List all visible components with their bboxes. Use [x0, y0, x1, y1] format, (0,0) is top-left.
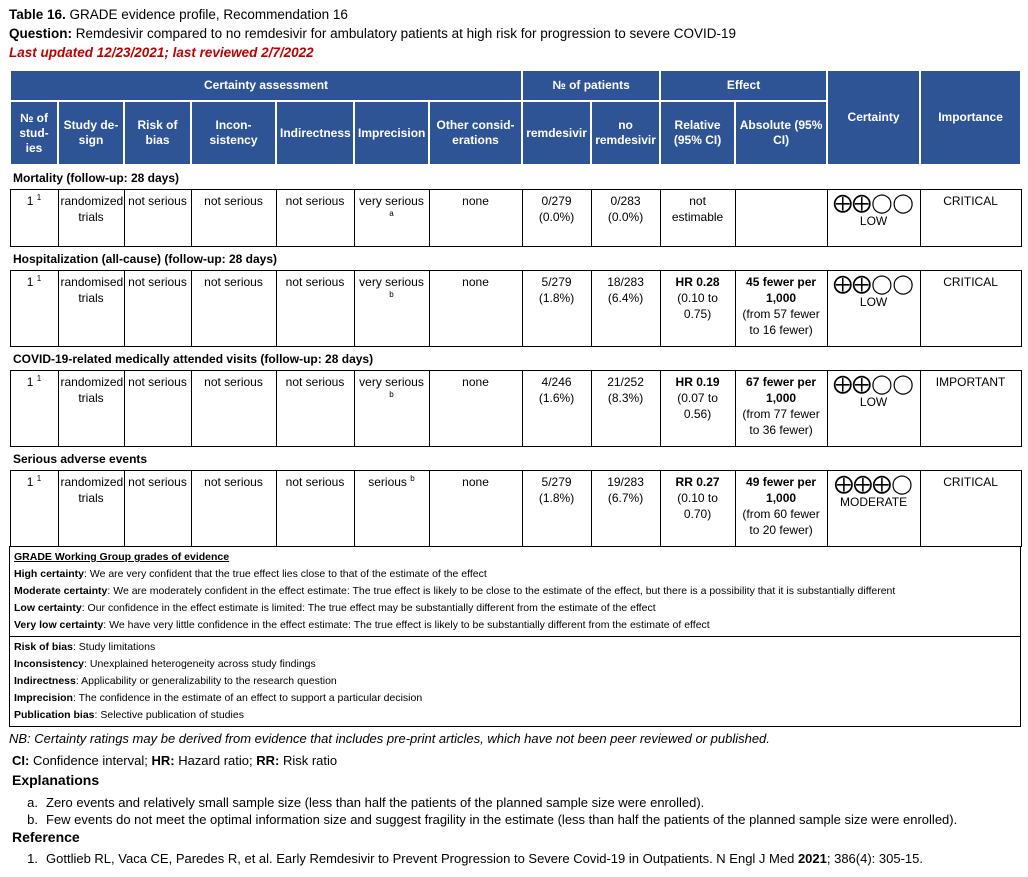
domain-text: Study limitations [78, 641, 156, 653]
outcomes-body [10, 165, 1021, 547]
certainty-label: LOW [859, 214, 888, 228]
explanation-text: Zero events and relatively small sample size (less than half the patients of the planned sample size were enrolled). [46, 795, 705, 810]
header-num-patients: № of patients [522, 70, 660, 101]
explanation-superscript: a [389, 209, 394, 218]
control-events: 19/283 [607, 475, 644, 489]
control-percent: (0.0%) [607, 210, 644, 224]
cell-relative [660, 371, 735, 447]
cell-importance: CRITICAL [920, 190, 1021, 247]
table-row [10, 190, 1021, 247]
imprecision-value: serious [368, 475, 407, 489]
domain-text: The confidence in the estimate of an effect to support a particular decision [78, 692, 423, 704]
cell-indirectness: not serious [276, 271, 354, 347]
header-certainty-assessment: Certainty assessment [10, 70, 522, 101]
explanation-text: Few events do not meet the optimal information size and suggest fragility in the estimate (less than half the patients of the planned sample size were enrolled). [46, 812, 958, 827]
domain-term: Indirectness [14, 675, 76, 687]
cell-risk-of-bias: not serious [124, 271, 191, 347]
col-num-studies: № of stud-ies [10, 101, 58, 165]
table-caption [9, 5, 736, 24]
reference-superscript: 1 [36, 193, 42, 202]
cell-study-design: randomized trials [58, 371, 124, 447]
table-row [10, 271, 1021, 347]
question-text: Remdesivir compared to no remdesivir for ambulatory patients at high risk for progression to severe COVID-19 [75, 26, 737, 41]
relative-ci: (0.10 to 0.75) [677, 291, 718, 321]
cell-other-considerations: none [429, 271, 522, 347]
table-row [10, 371, 1021, 447]
outcome-title: COVID-19-related medically attended visits (follow-up: 28 days) [13, 352, 374, 366]
cell-inconsistency: not serious [191, 190, 276, 247]
cell-certainty [827, 371, 920, 447]
domain-definition: Indirectness: Applicability or generalizability to the research question [14, 675, 337, 687]
remdesivir-percent: (1.8%) [538, 291, 575, 305]
certainty-label: LOW [859, 295, 888, 309]
domain-term: Publication bias [14, 709, 95, 721]
cell-remdesivir [522, 471, 591, 547]
absolute-effect: 67 fewer per 1,000 [746, 375, 817, 405]
domain-definition: Inconsistency: Unexplained heterogeneity across study findings [14, 658, 316, 670]
domain-definitions [10, 636, 1020, 726]
relative-effect: HR 0.28 [675, 275, 720, 289]
grade-term: Low certainty [14, 602, 82, 614]
cell-study-design: randomized trials [58, 190, 124, 247]
control-events: 18/283 [607, 275, 644, 289]
remdesivir-events: 4/246 [541, 375, 572, 389]
cell-certainty [827, 271, 920, 347]
question-label: Question: [9, 26, 72, 41]
explanation-item [12, 811, 957, 828]
cell-num-studies [10, 471, 58, 547]
outcome-title: Mortality (follow-up: 28 days) [13, 171, 180, 185]
evidence-profile-table [9, 69, 1022, 547]
question [9, 24, 736, 43]
col-indirectness: Indirectness [276, 101, 354, 165]
grade-text: We are moderately confident in the effect estimate: The true effect is likely to be close to the estimate of the effect, but there is a possibility that it is substantially different [113, 585, 896, 597]
grades-heading: GRADE Working Group grades of evidence [14, 551, 230, 563]
cell-absolute [735, 190, 827, 247]
abbrev-text: Hazard ratio; [174, 753, 257, 768]
absolute-ci: (from 57 fewer to 16 fewer) [742, 307, 820, 337]
cell-no-remdesivir [591, 471, 660, 547]
absolute-effect: 49 fewer per 1,000 [746, 475, 817, 505]
absolute-ci: (from 60 fewer to 20 fewer) [742, 507, 820, 537]
outcome-header-row [10, 347, 1021, 371]
relative-effect: not estimable [671, 194, 724, 224]
cell-remdesivir [522, 271, 591, 347]
grade-term: Very low certainty [14, 619, 104, 631]
cell-indirectness: not serious [276, 371, 354, 447]
cell-importance: IMPORTANT [920, 371, 1021, 447]
cell-imprecision [354, 271, 429, 347]
num-studies: 1 [26, 475, 34, 489]
header-certainty: Certainty [827, 70, 920, 165]
num-studies: 1 [26, 375, 34, 389]
outcome-title: Serious adverse events [13, 452, 148, 466]
absolute-effect: 45 fewer per 1,000 [746, 275, 817, 305]
cell-indirectness: not serious [276, 471, 354, 547]
cell-absolute [735, 471, 827, 547]
explanation-item [12, 794, 957, 811]
cell-certainty [827, 190, 920, 247]
certainty-rating-icon: ⨁⨁⨁◯ [834, 474, 913, 495]
control-events: 0/283 [610, 194, 641, 208]
cell-relative [660, 190, 735, 247]
control-events: 21/252 [607, 375, 644, 389]
cell-absolute [735, 371, 827, 447]
abbrev-term: CI: [12, 753, 30, 768]
abbrev-text: Confidence interval; [29, 753, 152, 768]
num-studies: 1 [26, 275, 34, 289]
remdesivir-events: 0/279 [541, 194, 572, 208]
cell-study-design: randomized trials [58, 471, 124, 547]
cell-num-studies [10, 190, 58, 247]
domain-term: Imprecision [14, 692, 73, 704]
abbrev-term: HR: [151, 753, 175, 768]
cell-absolute [735, 271, 827, 347]
explanations-heading: Explanations [12, 772, 100, 788]
table-title: GRADE evidence profile, Recommendation 16 [69, 7, 348, 22]
table-row [10, 471, 1021, 547]
cell-remdesivir [522, 371, 591, 447]
reference-heading: Reference [12, 829, 80, 845]
abbreviations [12, 753, 337, 768]
grade-definitions [10, 547, 1020, 636]
title-block [9, 5, 736, 62]
cell-relative [660, 471, 735, 547]
control-percent: (6.7%) [607, 491, 644, 505]
certainty-rating-icon: ⨁⨁◯◯ [833, 374, 914, 395]
relative-effect: RR 0.27 [675, 475, 720, 489]
domain-definition: Imprecision: The confidence in the estimate of an effect to support a particular decision [14, 692, 423, 704]
imprecision-value: very serious [359, 375, 424, 389]
grade-definition: Very low certainty: We have very little confidence in the effect estimate: The true effect is likely to be substantially different from the estimate of effect [14, 619, 710, 631]
explanation-marker: b. [27, 812, 38, 827]
reference-superscript: 1 [36, 474, 42, 483]
cell-importance: CRITICAL [920, 271, 1021, 347]
explanation-superscript: b [389, 390, 394, 399]
col-no-remdesivir: no remdesivir [591, 101, 660, 165]
relative-ci: (0.10 to 0.70) [677, 491, 718, 521]
cell-risk-of-bias: not serious [124, 371, 191, 447]
col-risk-of-bias: Risk of bias [124, 101, 191, 165]
reference-item [12, 850, 923, 867]
remdesivir-percent: (1.6%) [538, 391, 575, 405]
col-relative: Relative (95% CI) [660, 101, 735, 165]
col-absolute: Absolute (95% CI) [735, 101, 827, 165]
certainty-label: LOW [859, 395, 888, 409]
cell-imprecision [354, 471, 429, 547]
explanation-marker: a. [27, 795, 38, 810]
reference-superscript: 1 [36, 374, 42, 383]
cell-num-studies [10, 371, 58, 447]
grade-definition: Moderate certainty: We are moderately confident in the effect estimate: The true effect is likely to be close to the estimate of the effect, but there is a possibility that it is substantially different [14, 585, 896, 597]
remdesivir-percent: (1.8%) [538, 491, 575, 505]
certainty-label: MODERATE [840, 495, 908, 509]
cell-imprecision [354, 190, 429, 247]
nb-note: NB: Certainty ratings may be derived from evidence that includes pre-print articles, which have not been peer reviewed or published. [9, 731, 770, 746]
imprecision-value: very serious [359, 194, 424, 208]
cell-risk-of-bias: not serious [124, 471, 191, 547]
domain-definition: Risk of bias: Study limitations [14, 641, 156, 653]
domain-text: Applicability or generalizability to the research question [81, 675, 337, 687]
cell-imprecision [354, 371, 429, 447]
cell-num-studies [10, 271, 58, 347]
domain-term: Inconsistency [14, 658, 85, 670]
cell-importance: CRITICAL [920, 471, 1021, 547]
outcome-header-row [10, 447, 1021, 471]
cell-no-remdesivir [591, 271, 660, 347]
definitions-box [9, 546, 1021, 727]
col-other-considerations: Other consid-erations [429, 101, 522, 165]
outcome-header-row [10, 247, 1021, 271]
explanation-superscript: b [410, 474, 415, 483]
remdesivir-percent: (0.0%) [538, 210, 575, 224]
abbrev-term: RR: [256, 753, 280, 768]
abbrev-text: Risk ratio [279, 753, 338, 768]
header-importance: Importance [920, 70, 1021, 165]
explanations-list [12, 794, 957, 828]
domain-text: Unexplained heterogeneity across study findings [89, 658, 316, 670]
outcome-header-row [10, 165, 1021, 190]
reference-superscript: 1 [36, 274, 42, 283]
cell-remdesivir [522, 190, 591, 247]
reference-volume: ; 386(4): 305-15. [826, 851, 923, 866]
cell-indirectness: not serious [276, 190, 354, 247]
reference-citation: Gottlieb RL, Vaca CE, Paredes R, et al. Early Remdesivir to Prevent Progression to Severe Covid-19 in Outpatients. N Engl J Med [46, 851, 798, 866]
col-remdesivir: remdesivir [522, 101, 591, 165]
grade-text: Our confidence in the effect estimate is limited: The true effect may be substantially different from the estimate of the effect [87, 602, 656, 614]
imprecision-value: very serious [359, 275, 424, 289]
update-date: Last updated 12/23/2021; last reviewed 2/7/2022 [9, 45, 314, 60]
cell-inconsistency: not serious [191, 271, 276, 347]
num-studies: 1 [26, 194, 34, 208]
cell-risk-of-bias: not serious [124, 190, 191, 247]
reference-text [46, 850, 923, 867]
reference-list [12, 850, 923, 867]
grade-definition: Low certainty: Our confidence in the effect estimate is limited: The true effect may be substantially different from the estimate of the effect [14, 602, 656, 614]
domain-definition: Publication bias: Selective publication of studies [14, 709, 244, 721]
domain-term: Risk of bias [14, 641, 73, 653]
cell-other-considerations: none [429, 471, 522, 547]
cell-no-remdesivir [591, 371, 660, 447]
control-percent: (6.4%) [607, 291, 644, 305]
cell-certainty [827, 471, 920, 547]
reference-marker: 1. [27, 851, 38, 866]
cell-other-considerations: none [429, 371, 522, 447]
reference-year: 2021 [797, 851, 827, 866]
grade-term: Moderate certainty [14, 585, 108, 597]
cell-inconsistency: not serious [191, 471, 276, 547]
relative-ci: (0.07 to 0.56) [677, 391, 718, 421]
relative-effect: HR 0.19 [675, 375, 720, 389]
col-inconsistency: Incon-sistency [191, 101, 276, 165]
cell-study-design: randomised trials [58, 271, 124, 347]
grade-text: We are very confident that the true effect lies close to that of the estimate of the effect [89, 568, 487, 580]
header-effect: Effect [660, 70, 827, 101]
col-imprecision: Imprecision [354, 101, 429, 165]
cell-no-remdesivir [591, 190, 660, 247]
cell-inconsistency: not serious [191, 371, 276, 447]
remdesivir-events: 5/279 [541, 475, 572, 489]
explanation-superscript: b [389, 290, 394, 299]
absolute-ci: (from 77 fewer to 36 fewer) [742, 407, 820, 437]
remdesivir-events: 5/279 [541, 275, 572, 289]
domain-text: Selective publication of studies [100, 709, 244, 721]
certainty-rating-icon: ⨁⨁◯◯ [833, 274, 914, 295]
col-study-design: Study de-sign [58, 101, 124, 165]
grade-definition: High certainty: We are very confident that the true effect lies close to that of the estimate of the effect [14, 568, 487, 580]
control-percent: (8.3%) [607, 391, 644, 405]
cell-other-considerations: none [429, 190, 522, 247]
table-label: Table 16. [9, 7, 66, 22]
grade-text: We have very little confidence in the effect estimate: The true effect is likely to be substantially different from the estimate of effect [109, 619, 710, 631]
cell-relative [660, 271, 735, 347]
certainty-rating-icon: ⨁⨁◯◯ [833, 193, 914, 214]
grade-term: High certainty [14, 568, 85, 580]
outcome-title: Hospitalization (all-cause) (follow-up: 28 days) [13, 252, 278, 266]
